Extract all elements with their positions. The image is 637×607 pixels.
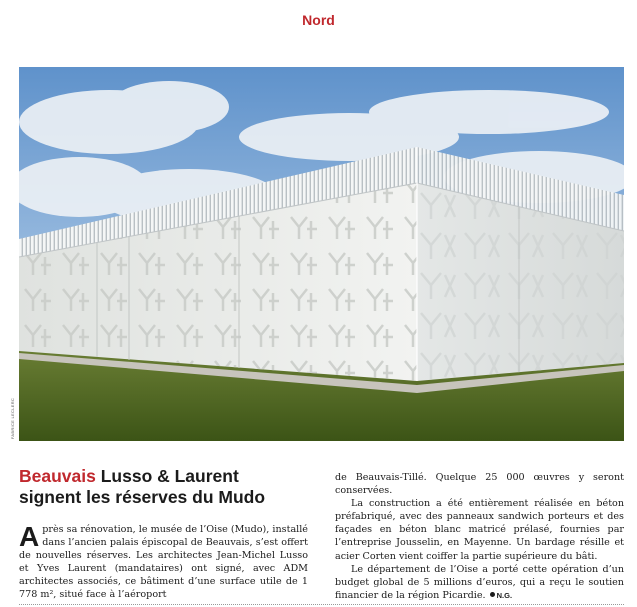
section-label: Nord: [302, 12, 335, 28]
headline-title-part1: Lusso & Laurent: [95, 466, 239, 486]
drop-cap: A: [19, 521, 40, 552]
article-paragraph-3: Le département de l’Oise a porté cette opération d’un budget global de 5 millions d’euros, qui a reçu le soutien financier de la région Picardie.: [335, 563, 624, 601]
article-paragraph-1: près sa rénovation, le musée de l’Oise (Mudo), installé dans l’ancien palais épiscopal de Beauvais, s’est offert de nouvelles réserves. Les architectes Jean-Michel Lusso et Yves Laurent (mandataires) ont signé, avec ADM architectes associés, ce bâtiment d’une surface utile de 1 778 m², situé face à l’aéroport: [19, 524, 308, 601]
article-column-right: [335, 471, 624, 602]
bottom-divider: [19, 604, 624, 605]
photo-credit: FABRICE LECLERC: [10, 397, 16, 440]
author-signature: N.G.: [496, 590, 513, 600]
end-bullet-icon: [490, 592, 495, 597]
article-paragraph-3-block: [335, 563, 624, 602]
article-paragraph-2: La construction a été entièrement réalisée en béton préfabriqué, avec des panneaux sandwich porteurs et des façades en béton blanc matricé prélasé, fournies par l’entreprise Jousselin, en Mayenne. Un bardage résille et acier Corten vient coiffer la partie supérieure du bâti.: [335, 498, 624, 562]
headline-title-part2: signent les réserves du Mudo: [19, 487, 266, 507]
article-paragraph-1-continued: de Beauvais-Tillé. Quelque 25 000 œuvres y seront conservées.: [335, 472, 624, 497]
building-photo: [19, 67, 624, 441]
article-headline: [19, 466, 319, 508]
headline-place: Beauvais: [19, 466, 96, 486]
article-column-left: [19, 523, 308, 602]
